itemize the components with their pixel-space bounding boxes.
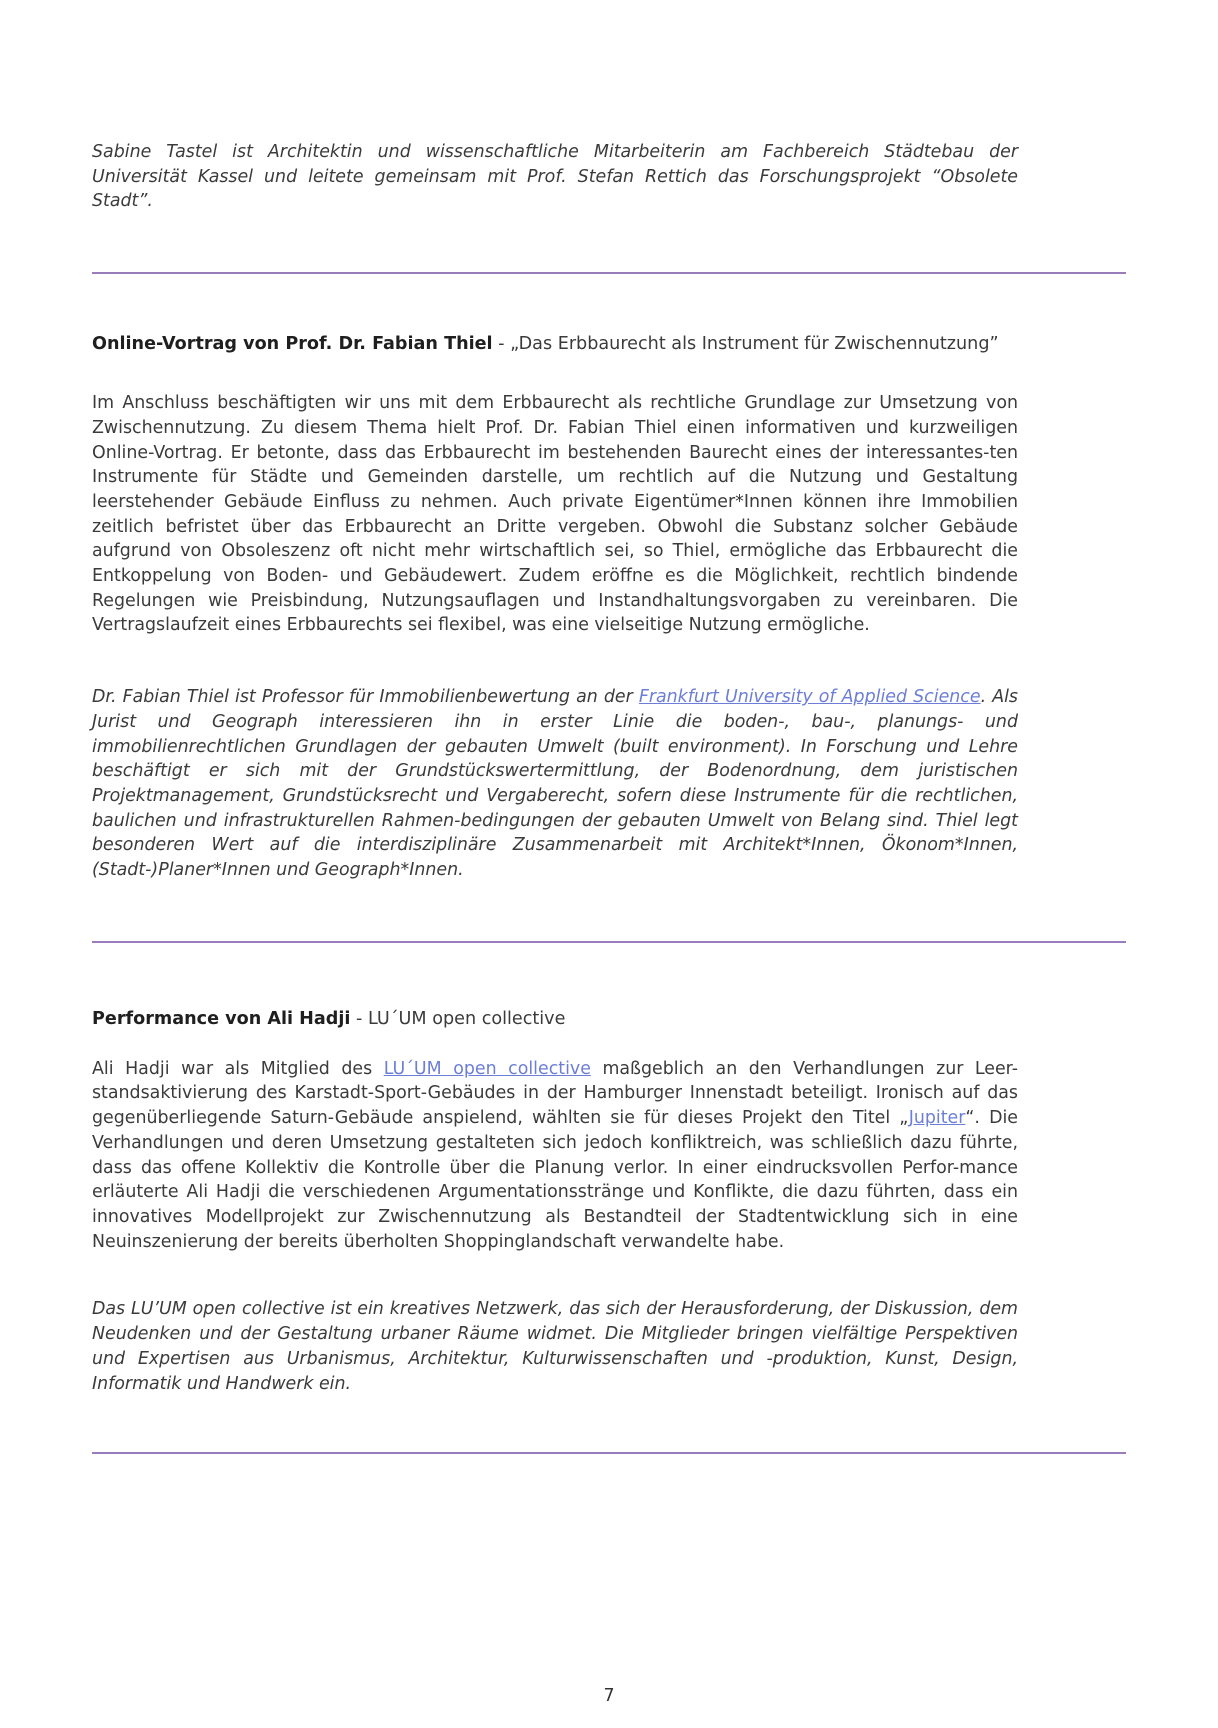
- hadji-body-paragraph: [92, 1057, 1018, 1255]
- heading-performance-title: - LU´UM open collective: [350, 1008, 566, 1029]
- page-number: 7: [603, 1686, 615, 1707]
- hadji-body-text-1: Ali Hadji war als Mitglied des: [92, 1058, 384, 1079]
- thiel-bio-paragraph: [92, 685, 1018, 883]
- heading-performance: [92, 1007, 1126, 1032]
- frankfurt-university-link[interactable]: Frankfurt University of Applied Science: [638, 687, 981, 708]
- intro-bio-paragraph: Sabine Tastel ist Architektin und wissenschaftliche Mitarbeiterin am Fachbereich Städtebau der Universität Kassel und leitete gemeinsam mit Prof. Stefan Rettich das Forschungsprojekt “Obsolete Stadt”.: [92, 142, 1018, 212]
- thiel-bio-text-after-link: . Als Jurist und Geograph interessieren ihn in erster Linie die boden-, bau-, planungs- und immobilienrechtlichen Grundlagen der gebauten Umwelt (built environment). In Forschung und Lehre beschäftigt er sich mit der Grundstückswertermittlung, der Bodenordnung, dem juristischen Projektmanagement, Grundstücksrecht und Vergaberecht, sofern diese Instrumente für die rechtlichen, baulichen und infrastrukturellen Rahmen-bedingungen der gebauten Umwelt von Belang sind. Thiel legt besonderen Wert auf die interdisziplinäre Zusammenarbeit mit Architekt*Innen, Ökonom*Innen, (Stadt-)Planer*Innen und Geograph*Innen.: [92, 687, 1018, 881]
- section-divider: [92, 1452, 1126, 1454]
- heading-online-vortrag: [92, 332, 1126, 357]
- luum-open-collective-link[interactable]: LU´UM open collective: [383, 1058, 591, 1079]
- hadji-body-text-2: maßgeblich an den Verhandlungen zur Leer-standsaktivierung des Karstadt-Sport-Gebäudes in der Hamburger Innenstadt beteiligt. Ironisch auf das gegenüberliegende Saturn-Gebäude anspielend, wählten sie für dieses Projekt den Titel „: [92, 1058, 1018, 1129]
- thiel-body-paragraph: Im Anschluss beschäftigten wir uns mit dem Erbbaurecht als rechtliche Grundlage zur Umsetzung von Zwischennutzung. Zu diesem Thema hielt Prof. Dr. Fabian Thiel einen informativen und kurzweiligen Online-Vortrag. Er betonte, dass das Erbbaurecht im bestehenden Baurecht eines der interessantes-ten Instrumente für Städte und Gemeinden darstelle, um rechtlich auf die Nutzung und Gestaltung leerstehender Gebäude Einfluss zu nehmen. Auch private Eigentümer*Innen können ihre Immobilien zeitlich befristet über das Erbbaurecht an Dritte vergeben. Obwohl die Substanz solcher Gebäude aufgrund von Obsoleszenz oft nicht mehr wirtschaftlich sei, so Thiel, ermögliche das Erbbaurecht die Entkoppelung von Boden- und Gebäudewert. Zudem eröffne es die Möglichkeit, rechtlich bindende Regelungen wie Preisbindung, Nutzungsauflagen und Instandhaltungsvorgaben zu vereinbaren. Die Vertragslaufzeit eines Erbbaurechts sei flexibel, was eine vielseitige Nutzung ermögliche.: [92, 393, 1018, 636]
- heading-performance-speaker: Performance von Ali Hadji: [92, 1008, 351, 1029]
- heading-online-vortrag-title: - „Das Erbbaurecht als Instrument für Zwischennutzung”: [492, 334, 999, 355]
- thiel-bio-text-before-link: Dr. Fabian Thiel ist Professor für Immobilienbewertung an der: [92, 687, 639, 708]
- section-divider: [92, 272, 1126, 274]
- hadji-bio-paragraph: Das LU’UM open collective ist ein kreatives Netzwerk, das sich der Herausforderung, der Diskussion, dem Neudenken und der Gestaltung urbaner Räume widmet. Die Mitglieder bringen vielfältige Perspektiven und Expertisen aus Urbanismus, Architektur, Kulturwissenschaften und -produktion, Kunst, Design, Informatik und Handwerk ein.: [92, 1299, 1018, 1394]
- jupiter-link[interactable]: Jupiter: [908, 1108, 966, 1129]
- hadji-body-text-3: “. Die Verhandlungen und deren Umsetzung gestalteten sich jedoch konfliktreich, was schließlich dazu führte, dass das offene Kollektiv die Kontrolle über die Planung verlor. In einer eindrucksvollen Perfor-mance erläuterte Ali Hadji die verschiedenen Argumentationsstränge und Konflikte, die dazu führten, dass ein innovatives Modellprojekt zur Zwischennutzung als Bestandteil der Stadtentwicklung sich in eine Neuinszenierung der bereits überholten Shoppinglandschaft verwandelte habe.: [92, 1108, 1018, 1252]
- section-divider: [92, 941, 1126, 943]
- heading-online-vortrag-speaker: Online-Vortrag von Prof. Dr. Fabian Thiel: [92, 334, 493, 355]
